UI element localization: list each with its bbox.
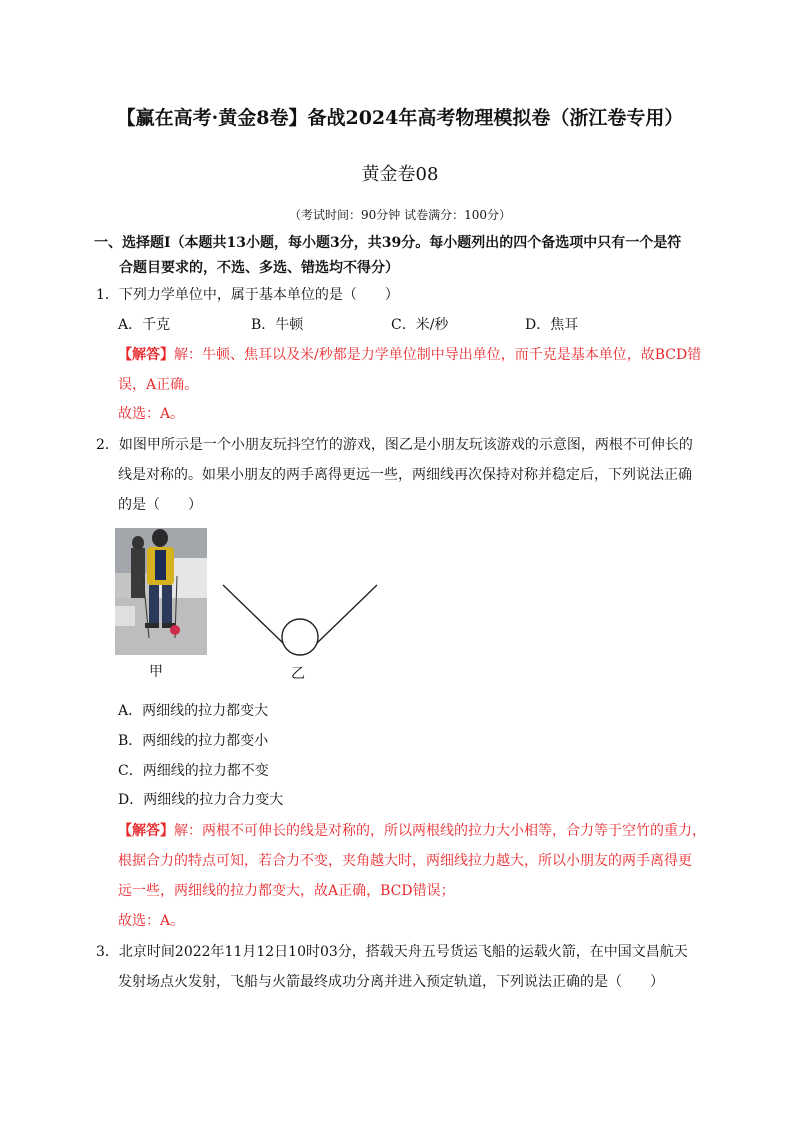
q1-answer-tag: 【解答】 [118,347,174,363]
q1-option-c: C．米/秒 [391,317,449,333]
figure-jia-photo [115,528,207,655]
q1-option-d: D．焦耳 [525,317,579,333]
q2-option-c: C．两细线的拉力都不变 [118,763,269,779]
q2-option-d: D．两细线的拉力合力变大 [118,792,284,808]
figure-jia-label: 甲 [149,664,163,680]
q2-stem-line1: 2．如图甲所示是一个小朋友玩抖空竹的游戏，图乙是小朋友玩该游戏的示意图，两根不可伸长的 [96,437,693,453]
q3-stem-line1: 3．北京时间2022年11月12日10时03分，搭载天舟五号货运飞船的运载火箭，在中国文昌航天 [96,944,688,960]
q2-option-b: B．两细线的拉力都变小 [118,733,269,749]
q3-stem-line2: 发射场点火发射，飞船与火箭最终成功分离并进入预定轨道，下列说法正确的是（ ） [118,974,664,990]
exam-info: （考试时间：90分钟 试卷满分：100分） [289,208,511,222]
q1-choice: 故选：A。 [118,406,185,422]
figure-yi-label: 乙 [291,666,305,682]
section-heading-line1: 一、选择题Ⅰ（本题共13小题，每小题3分，共39分。每小题列出的四个备选项中只有一个是符 [94,235,682,251]
q2-answer-line2: 根据合力的特点可知，若合力不变，夹角越大时，两细线拉力越大，所以小朋友的两手离得更 [118,853,692,869]
left-string [223,585,284,644]
q1-option-a: A．千克 [118,317,171,333]
q2-option-a: A．两细线的拉力都变大 [118,703,269,719]
figure-yi-diagram [220,582,380,657]
q1-answer-line2: 误，A正确。 [118,377,199,393]
q2-stem-line3: 的是（ ） [118,497,202,513]
document-title: 【赢在高考·黄金8卷】备战2024年高考物理模拟卷（浙江卷专用） [116,107,684,129]
q2-stem-line2: 线是对称的。如果小朋友的两手离得更远一些，两细线再次保持对称并稳定后，下列说法正确 [118,467,692,483]
q1-option-b: B．牛顿 [251,317,304,333]
right-string [316,585,377,644]
q2-answer-text: 解：两根不可伸长的线是对称的，所以两根线的拉力大小相等，合力等于空竹的重力， [174,823,706,839]
q2-choice: 故选：A。 [118,913,185,929]
q2-answer-tag: 【解答】 [118,823,174,839]
q1-answer-line1 [118,345,701,365]
child-playing-diabolo-photo [115,528,207,655]
document-subtitle: 黄金卷08 [361,164,439,185]
q1-answer-text: 解：牛顿、焦耳以及米/秒都是力学单位制中导出单位，而千克是基本单位，故BCD错 [174,347,702,363]
q2-answer-line1 [118,821,706,841]
q2-answer-line3: 远一些，两细线的拉力都变大，故A正确，BCD错误； [118,883,455,899]
section-heading-line2: 合题目要求的，不选、多选、错选均不得分） [119,260,399,276]
diabolo-circle [282,619,318,655]
q1-stem: 1．下列力学单位中，属于基本单位的是（ ） [96,287,399,303]
